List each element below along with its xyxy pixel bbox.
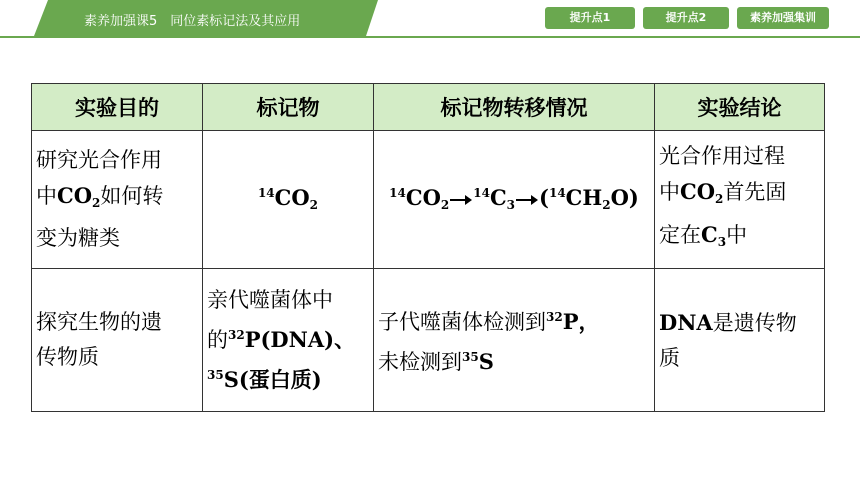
text: S(蛋白质)	[223, 366, 322, 392]
text: 质	[659, 345, 680, 370]
nav-button-point1[interactable]: 提升点1	[545, 7, 635, 29]
experiment-table	[31, 83, 825, 412]
table-row	[32, 269, 825, 412]
subscript: 3	[506, 198, 516, 212]
subscript: 2	[92, 196, 101, 210]
text: O)	[610, 185, 639, 210]
text: 定在	[659, 223, 701, 247]
text: 中	[726, 223, 748, 247]
superscript: 35	[462, 350, 479, 364]
text: S	[478, 349, 494, 374]
text: 是遗传物	[712, 310, 797, 335]
text: 探究生物的遗	[36, 310, 162, 334]
text: 研究光合作用	[36, 148, 162, 172]
header-divider	[0, 36, 860, 38]
cell-purpose	[32, 269, 203, 412]
header-conclusion: 实验结论	[655, 84, 825, 131]
text: 中	[659, 180, 680, 204]
table-row	[32, 131, 825, 269]
cell-transfer	[374, 269, 655, 412]
text: P，	[562, 309, 600, 334]
text: CH	[565, 185, 603, 210]
top-bar	[0, 0, 860, 38]
text: 未检测到	[378, 350, 462, 374]
cell-marker	[203, 269, 374, 412]
text: 光合作用过程	[659, 144, 785, 168]
subscript: 2	[602, 198, 611, 212]
text: 的	[207, 327, 228, 352]
table-header-row	[32, 84, 825, 131]
cell-conclusion	[655, 269, 825, 412]
formula	[462, 349, 494, 374]
cell-marker	[203, 131, 374, 269]
text: 传物质	[36, 345, 99, 369]
arrow-icon	[516, 195, 538, 205]
superscript: 14	[548, 186, 566, 200]
text: CO	[405, 185, 441, 210]
formula	[701, 222, 726, 247]
formula	[680, 179, 723, 204]
formula	[546, 309, 600, 334]
cell-transfer	[374, 131, 655, 269]
header-marker: 标记物	[203, 84, 374, 131]
superscript: 32	[546, 310, 563, 324]
nav-button-training[interactable]: 素养加强集训	[737, 7, 829, 29]
formula	[228, 327, 355, 352]
superscript: 14	[257, 186, 275, 200]
text: CO	[57, 183, 93, 208]
superscript: 14	[473, 186, 490, 200]
header-transfer: 标记物转移情况	[374, 84, 655, 131]
text: 变为糖类	[36, 226, 120, 250]
subscript: 2	[715, 192, 724, 206]
subscript: 3	[717, 235, 727, 249]
arrow-icon	[450, 195, 472, 205]
text: 中	[36, 184, 57, 208]
cell-purpose	[32, 131, 203, 269]
text: (	[539, 185, 549, 210]
text: 首先固	[723, 180, 787, 204]
text: C	[701, 222, 718, 247]
text: CO	[274, 185, 310, 210]
text: 亲代噬菌体中	[207, 287, 333, 312]
superscript: 32	[228, 327, 245, 342]
subscript: 2	[309, 198, 319, 212]
formula: DNA	[659, 309, 713, 335]
text: 子代噬菌体检测到	[378, 310, 546, 334]
header-purpose: 实验目的	[32, 84, 203, 131]
text: C	[489, 185, 507, 210]
nav-button-point2[interactable]: 提升点2	[643, 7, 729, 29]
formula	[57, 183, 100, 208]
superscript: 35	[207, 367, 224, 382]
text: 如何转	[100, 184, 164, 208]
formula	[207, 367, 322, 392]
subscript: 2	[440, 198, 450, 212]
text: CO	[680, 179, 716, 204]
superscript: 14	[389, 186, 406, 200]
cell-conclusion	[655, 131, 825, 269]
text: P(DNA)、	[244, 326, 356, 352]
page-title: 素养加强课5 同位素标记法及其应用	[84, 14, 301, 29]
